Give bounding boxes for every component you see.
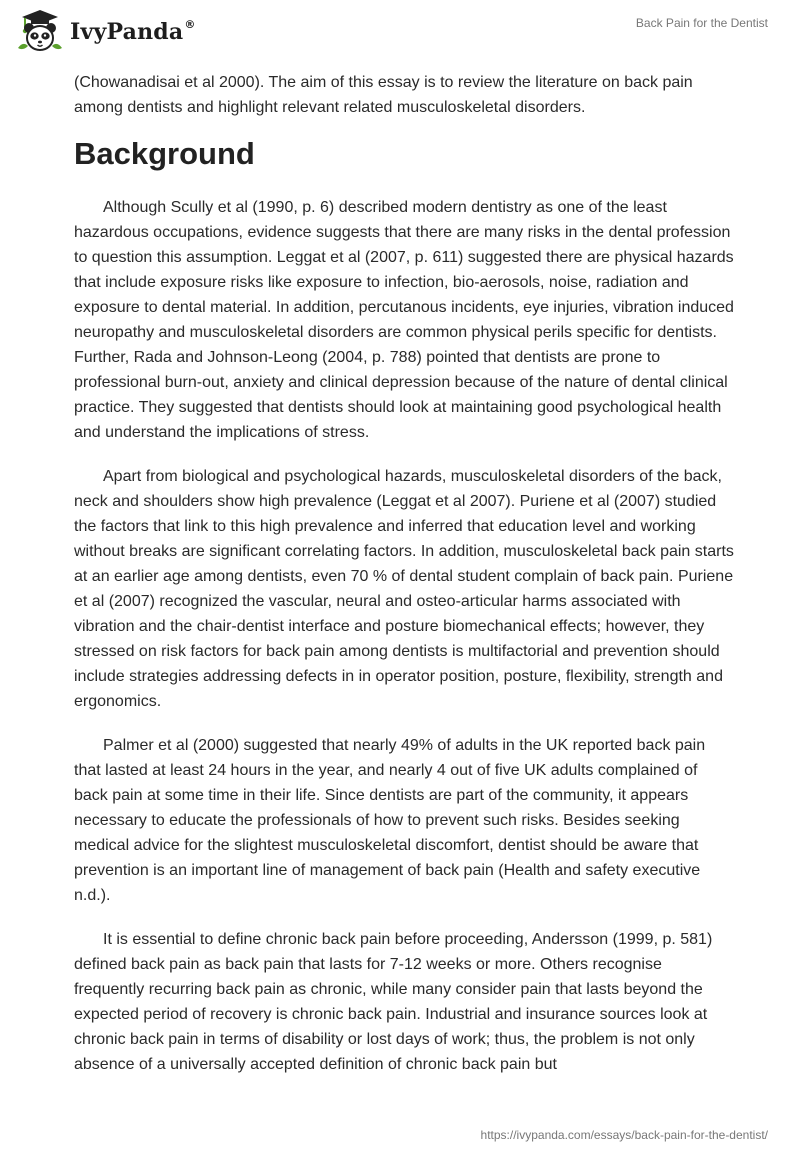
source-url-link[interactable]: https://ivypanda.com/essays/back-pain-for-the-dentist/ (480, 1128, 768, 1142)
running-title: Back Pain for the Dentist (635, 16, 768, 30)
body-paragraph: It is essential to define chronic back pain before proceeding, Andersson (1999, p. 581) defined back pain as back pain that lasts for 7-12 weeks or more. Others recognise frequently recurring back pain as chronic, while many consider pain that lasts beyond the expected period of recovery is chronic back pain. Industrial and insurance sources look at chronic back pain in terms of disability or lost days of work; thus, the problem is not only absence of a universally accepted definition of chronic back pain but (74, 931, 713, 1073)
body-paragraph: Palmer et al (2000) suggested that nearly 49% of adults in the UK reported back pain that lasted at least 24 hours in the year, and nearly 4 out of five UK adults complained of back pain at some time in their life. Since dentists are part of the community, it appears necessary to educate the professionals of how to prevent such risks. Besides seeking medical advice for the slightest musculoskeletal discomfort, dentist should be aware that prevention is an important line of management of back pain (Health and safety executive n.d.). (74, 737, 706, 904)
body-paragraph: Although Scully et al (1990, p. 6) described modern dentistry as one of the least hazardous occupations, evidence suggests that there are many risks in the dental profession to question this assumption. Leggat et al (2007, p. 611) suggested there are physical hazards that include exposure risks like exposure to infection, bio-aerosols, noise, radiation and exposure to dental material. In addition, percutanous incidents, eye injuries, vibration induced neuropathy and musculoskeletal disorders are common physical perils specific for dentists. Further, Rada and Johnson-Leong (2004, p. 788) pointed that dentists are prone to professional burn-out, anxiety and clinical depression because of the nature of dental clinical practice. They suggested that dentists should look at maintaining good psychological health and understand the implications of stress. (74, 199, 734, 441)
registered-mark: ® (184, 18, 196, 31)
lead-paragraph: (Chowanadisai et al 2000). The aim of this essay is to review the literature on back pain among dentists and highlight relevant related musculoskeletal disorders. (74, 74, 693, 116)
brand-name: IvyPanda® (70, 18, 196, 45)
panda-graduation-cap-icon (14, 8, 66, 54)
section-heading: Background (74, 136, 255, 171)
essay-content (74, 70, 734, 1096)
ivypanda-logo[interactable] (14, 8, 196, 54)
body-paragraph: Apart from biological and psychological hazards, musculoskeletal disorders of the back, neck and shoulders show high prevalence (Leggat et al 2007). Puriene et al (2007) studied the factors that link to this high prevalence and inferred that education level and working without breaks are significant correlating factors. In addition, musculoskeletal back pain starts at an earlier age among dentists, even 70 % of dental student complain of back pain. Puriene et al (2007) recognized the vascular, neural and osteo-articular harms associated with vibration and the chair-dentist interface and posture biomechanical effects; however, they stressed on risk factors for back pain among dentists is multifactorial and prevention should include strategies addressing defects in in operator position, posture, flexibility, strength and ergonomics. (74, 468, 734, 710)
page-header (0, 0, 800, 64)
